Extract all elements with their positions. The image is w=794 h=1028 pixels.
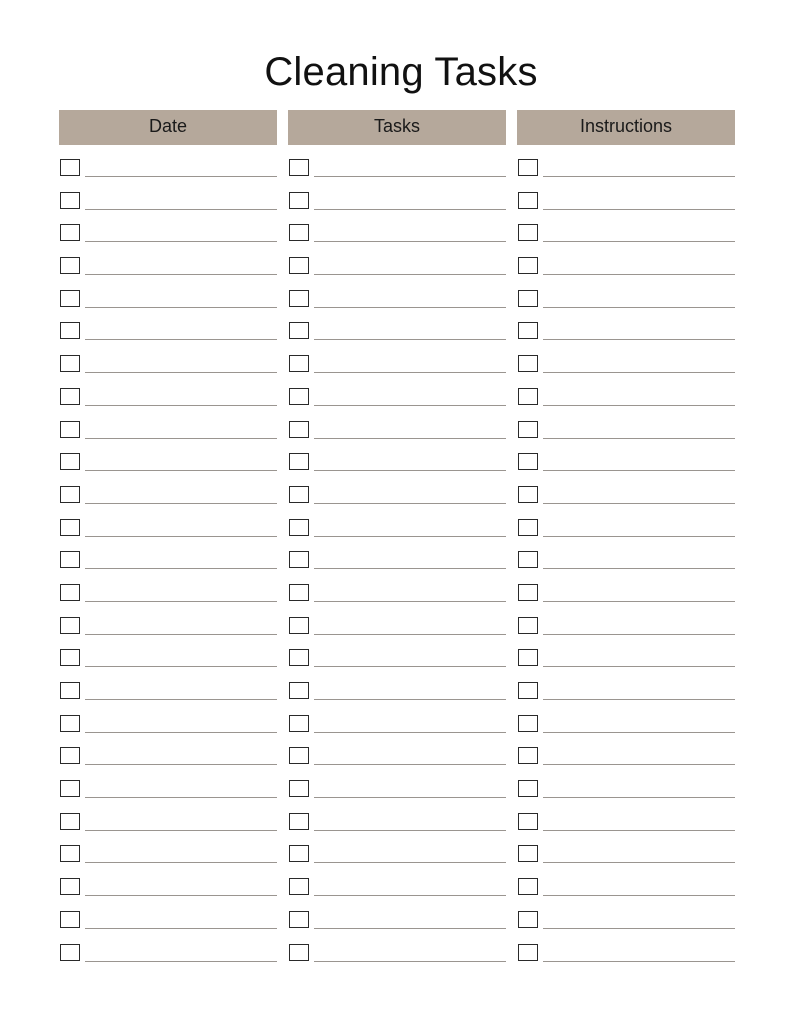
instructions-row — [517, 223, 735, 256]
tasks-write-line[interactable] — [314, 928, 506, 929]
tasks-write-line[interactable] — [314, 764, 506, 765]
tasks-checkbox[interactable] — [289, 519, 309, 536]
instructions-checkbox[interactable] — [518, 388, 538, 405]
instructions-checkbox[interactable] — [518, 682, 538, 699]
instructions-write-line[interactable] — [543, 961, 735, 962]
tasks-checkbox[interactable] — [289, 257, 309, 274]
instructions-row — [517, 583, 735, 616]
date-checkbox[interactable] — [60, 747, 80, 764]
instructions-write-line[interactable] — [543, 666, 735, 667]
date-write-line[interactable] — [85, 241, 277, 242]
tasks-checkbox[interactable] — [289, 224, 309, 241]
date-row — [59, 812, 277, 845]
tasks-row — [288, 158, 506, 191]
instructions-row — [517, 648, 735, 681]
instructions-write-line[interactable] — [543, 307, 735, 308]
instructions-checkbox[interactable] — [518, 257, 538, 274]
tasks-row — [288, 779, 506, 812]
tasks-row — [288, 354, 506, 387]
date-write-line[interactable] — [85, 372, 277, 373]
date-column-header: Date — [59, 110, 277, 145]
date-checkbox[interactable] — [60, 257, 80, 274]
tasks-column-header: Tasks — [288, 110, 506, 145]
tasks-write-line[interactable] — [314, 830, 506, 831]
tasks-checkbox[interactable] — [289, 780, 309, 797]
tasks-write-line[interactable] — [314, 241, 506, 242]
tasks-write-line[interactable] — [314, 307, 506, 308]
date-row — [59, 648, 277, 681]
tasks-row — [288, 648, 506, 681]
instructions-checkbox[interactable] — [518, 878, 538, 895]
instructions-checkbox[interactable] — [518, 944, 538, 961]
tasks-checkbox[interactable] — [289, 355, 309, 372]
tasks-write-line[interactable] — [314, 797, 506, 798]
tasks-checkbox[interactable] — [289, 290, 309, 307]
tasks-checkbox[interactable] — [289, 551, 309, 568]
date-write-line[interactable] — [85, 928, 277, 929]
tasks-row — [288, 616, 506, 649]
date-checkbox[interactable] — [60, 878, 80, 895]
instructions-row — [517, 321, 735, 354]
instructions-row — [517, 289, 735, 322]
date-row — [59, 223, 277, 256]
date-checkbox[interactable] — [60, 453, 80, 470]
tasks-write-line[interactable] — [314, 895, 506, 896]
tasks-row — [288, 518, 506, 551]
date-write-line[interactable] — [85, 601, 277, 602]
instructions-write-line[interactable] — [543, 928, 735, 929]
instructions-checkbox[interactable] — [518, 813, 538, 830]
date-checkbox[interactable] — [60, 519, 80, 536]
date-row — [59, 550, 277, 583]
instructions-write-line[interactable] — [543, 601, 735, 602]
tasks-row — [288, 485, 506, 518]
instructions-rows — [517, 158, 735, 975]
tasks-write-line[interactable] — [314, 634, 506, 635]
date-row — [59, 485, 277, 518]
tasks-write-line[interactable] — [314, 503, 506, 504]
date-row — [59, 518, 277, 551]
date-write-line[interactable] — [85, 666, 277, 667]
tasks-row — [288, 223, 506, 256]
tasks-checkbox[interactable] — [289, 649, 309, 666]
tasks-checkbox[interactable] — [289, 388, 309, 405]
tasks-write-line[interactable] — [314, 666, 506, 667]
instructions-row — [517, 420, 735, 453]
tasks-checkbox[interactable] — [289, 747, 309, 764]
instructions-row — [517, 681, 735, 714]
instructions-write-line[interactable] — [543, 176, 735, 177]
date-row — [59, 321, 277, 354]
date-row — [59, 714, 277, 747]
instructions-row — [517, 844, 735, 877]
tasks-write-line[interactable] — [314, 961, 506, 962]
instructions-write-line[interactable] — [543, 536, 735, 537]
date-row — [59, 387, 277, 420]
instructions-checkbox[interactable] — [518, 551, 538, 568]
instructions-row — [517, 910, 735, 943]
date-checkbox[interactable] — [60, 944, 80, 961]
instructions-checkbox[interactable] — [518, 421, 538, 438]
tasks-checkbox[interactable] — [289, 813, 309, 830]
instructions-checkbox[interactable] — [518, 780, 538, 797]
date-checkbox[interactable] — [60, 715, 80, 732]
tasks-checkbox[interactable] — [289, 192, 309, 209]
instructions-row — [517, 746, 735, 779]
date-write-line[interactable] — [85, 307, 277, 308]
tasks-write-line[interactable] — [314, 601, 506, 602]
date-checkbox[interactable] — [60, 388, 80, 405]
instructions-checkbox[interactable] — [518, 845, 538, 862]
tasks-write-line[interactable] — [314, 732, 506, 733]
tasks-write-line[interactable] — [314, 209, 506, 210]
tasks-write-line[interactable] — [314, 536, 506, 537]
instructions-write-line[interactable] — [543, 797, 735, 798]
date-write-line[interactable] — [85, 470, 277, 471]
date-row — [59, 420, 277, 453]
instructions-row — [517, 877, 735, 910]
tasks-checkbox[interactable] — [289, 322, 309, 339]
date-write-line[interactable] — [85, 862, 277, 863]
date-row — [59, 844, 277, 877]
tasks-row — [288, 289, 506, 322]
date-write-line[interactable] — [85, 634, 277, 635]
instructions-write-line[interactable] — [543, 895, 735, 896]
instructions-row — [517, 779, 735, 812]
instructions-row — [517, 158, 735, 191]
instructions-write-line[interactable] — [543, 274, 735, 275]
tasks-checkbox[interactable] — [289, 845, 309, 862]
instructions-write-line[interactable] — [543, 438, 735, 439]
tasks-row — [288, 550, 506, 583]
date-write-line[interactable] — [85, 568, 277, 569]
date-row — [59, 943, 277, 976]
instructions-checkbox[interactable] — [518, 715, 538, 732]
instructions-checkbox[interactable] — [518, 649, 538, 666]
instructions-write-line[interactable] — [543, 764, 735, 765]
tasks-row — [288, 256, 506, 289]
date-write-line[interactable] — [85, 274, 277, 275]
tasks-write-line[interactable] — [314, 274, 506, 275]
date-rows — [59, 158, 277, 975]
instructions-row — [517, 616, 735, 649]
instructions-checkbox[interactable] — [518, 747, 538, 764]
tasks-write-line[interactable] — [314, 339, 506, 340]
tasks-write-line[interactable] — [314, 405, 506, 406]
instructions-row — [517, 550, 735, 583]
instructions-write-line[interactable] — [543, 339, 735, 340]
instructions-checkbox[interactable] — [518, 322, 538, 339]
tasks-write-line[interactable] — [314, 699, 506, 700]
instructions-column — [517, 110, 735, 975]
tasks-row — [288, 191, 506, 224]
instructions-checkbox[interactable] — [518, 519, 538, 536]
date-write-line[interactable] — [85, 895, 277, 896]
tasks-checkbox[interactable] — [289, 944, 309, 961]
date-row — [59, 583, 277, 616]
date-checkbox[interactable] — [60, 486, 80, 503]
date-write-line[interactable] — [85, 503, 277, 504]
date-checkbox[interactable] — [60, 682, 80, 699]
instructions-checkbox[interactable] — [518, 486, 538, 503]
instructions-row — [517, 714, 735, 747]
tasks-row — [288, 877, 506, 910]
date-checkbox[interactable] — [60, 355, 80, 372]
instructions-checkbox[interactable] — [518, 224, 538, 241]
date-row — [59, 158, 277, 191]
date-row — [59, 256, 277, 289]
date-checkbox[interactable] — [60, 192, 80, 209]
date-checkbox[interactable] — [60, 617, 80, 634]
tasks-write-line[interactable] — [314, 176, 506, 177]
date-write-line[interactable] — [85, 797, 277, 798]
date-checkbox[interactable] — [60, 224, 80, 241]
instructions-write-line[interactable] — [543, 862, 735, 863]
instructions-row — [517, 354, 735, 387]
tasks-row — [288, 812, 506, 845]
date-write-line[interactable] — [85, 830, 277, 831]
date-write-line[interactable] — [85, 699, 277, 700]
tasks-row — [288, 910, 506, 943]
tasks-row — [288, 943, 506, 976]
instructions-checkbox[interactable] — [518, 192, 538, 209]
date-checkbox[interactable] — [60, 322, 80, 339]
instructions-write-line[interactable] — [543, 568, 735, 569]
date-row — [59, 779, 277, 812]
tasks-checkbox[interactable] — [289, 682, 309, 699]
tasks-write-line[interactable] — [314, 438, 506, 439]
tasks-checkbox[interactable] — [289, 617, 309, 634]
instructions-column-header: Instructions — [517, 110, 735, 145]
date-checkbox[interactable] — [60, 551, 80, 568]
date-row — [59, 910, 277, 943]
tasks-checkbox[interactable] — [289, 584, 309, 601]
tasks-checkbox[interactable] — [289, 911, 309, 928]
tasks-row — [288, 452, 506, 485]
tasks-write-line[interactable] — [314, 568, 506, 569]
date-write-line[interactable] — [85, 732, 277, 733]
instructions-row — [517, 191, 735, 224]
date-row — [59, 191, 277, 224]
instructions-row — [517, 452, 735, 485]
instructions-row — [517, 518, 735, 551]
tasks-row — [288, 321, 506, 354]
date-column — [59, 110, 277, 975]
date-row — [59, 354, 277, 387]
instructions-write-line[interactable] — [543, 634, 735, 635]
date-row — [59, 616, 277, 649]
instructions-row — [517, 387, 735, 420]
instructions-row — [517, 943, 735, 976]
date-checkbox[interactable] — [60, 911, 80, 928]
tasks-checkbox[interactable] — [289, 453, 309, 470]
instructions-row — [517, 812, 735, 845]
tasks-column — [288, 110, 506, 975]
instructions-write-line[interactable] — [543, 830, 735, 831]
date-write-line[interactable] — [85, 405, 277, 406]
tasks-row — [288, 681, 506, 714]
instructions-checkbox[interactable] — [518, 355, 538, 372]
date-write-line[interactable] — [85, 176, 277, 177]
date-row — [59, 877, 277, 910]
instructions-checkbox[interactable] — [518, 584, 538, 601]
date-row — [59, 289, 277, 322]
page-title: Cleaning Tasks — [264, 50, 538, 94]
tasks-row — [288, 583, 506, 616]
tasks-row — [288, 714, 506, 747]
date-row — [59, 452, 277, 485]
date-write-line[interactable] — [85, 339, 277, 340]
tasks-write-line[interactable] — [314, 372, 506, 373]
date-write-line[interactable] — [85, 438, 277, 439]
instructions-write-line[interactable] — [543, 470, 735, 471]
date-checkbox[interactable] — [60, 780, 80, 797]
date-write-line[interactable] — [85, 961, 277, 962]
date-write-line[interactable] — [85, 209, 277, 210]
date-checkbox[interactable] — [60, 584, 80, 601]
tasks-checkbox[interactable] — [289, 159, 309, 176]
date-checkbox[interactable] — [60, 813, 80, 830]
instructions-checkbox[interactable] — [518, 159, 538, 176]
tasks-checkbox[interactable] — [289, 878, 309, 895]
tasks-checkbox[interactable] — [289, 486, 309, 503]
tasks-row — [288, 387, 506, 420]
instructions-write-line[interactable] — [543, 699, 735, 700]
tasks-row — [288, 844, 506, 877]
instructions-write-line[interactable] — [543, 732, 735, 733]
instructions-checkbox[interactable] — [518, 290, 538, 307]
date-write-line[interactable] — [85, 536, 277, 537]
instructions-write-line[interactable] — [543, 405, 735, 406]
instructions-write-line[interactable] — [543, 241, 735, 242]
tasks-rows — [288, 158, 506, 975]
instructions-write-line[interactable] — [543, 503, 735, 504]
tasks-checkbox[interactable] — [289, 421, 309, 438]
date-row — [59, 746, 277, 779]
tasks-write-line[interactable] — [314, 862, 506, 863]
instructions-write-line[interactable] — [543, 209, 735, 210]
date-checkbox[interactable] — [60, 845, 80, 862]
instructions-write-line[interactable] — [543, 372, 735, 373]
date-checkbox[interactable] — [60, 649, 80, 666]
date-checkbox[interactable] — [60, 290, 80, 307]
date-write-line[interactable] — [85, 764, 277, 765]
tasks-row — [288, 420, 506, 453]
instructions-row — [517, 485, 735, 518]
date-row — [59, 681, 277, 714]
date-checkbox[interactable] — [60, 159, 80, 176]
tasks-row — [288, 746, 506, 779]
instructions-checkbox[interactable] — [518, 911, 538, 928]
instructions-row — [517, 256, 735, 289]
instructions-checkbox[interactable] — [518, 453, 538, 470]
date-checkbox[interactable] — [60, 421, 80, 438]
instructions-checkbox[interactable] — [518, 617, 538, 634]
tasks-write-line[interactable] — [314, 470, 506, 471]
tasks-checkbox[interactable] — [289, 715, 309, 732]
